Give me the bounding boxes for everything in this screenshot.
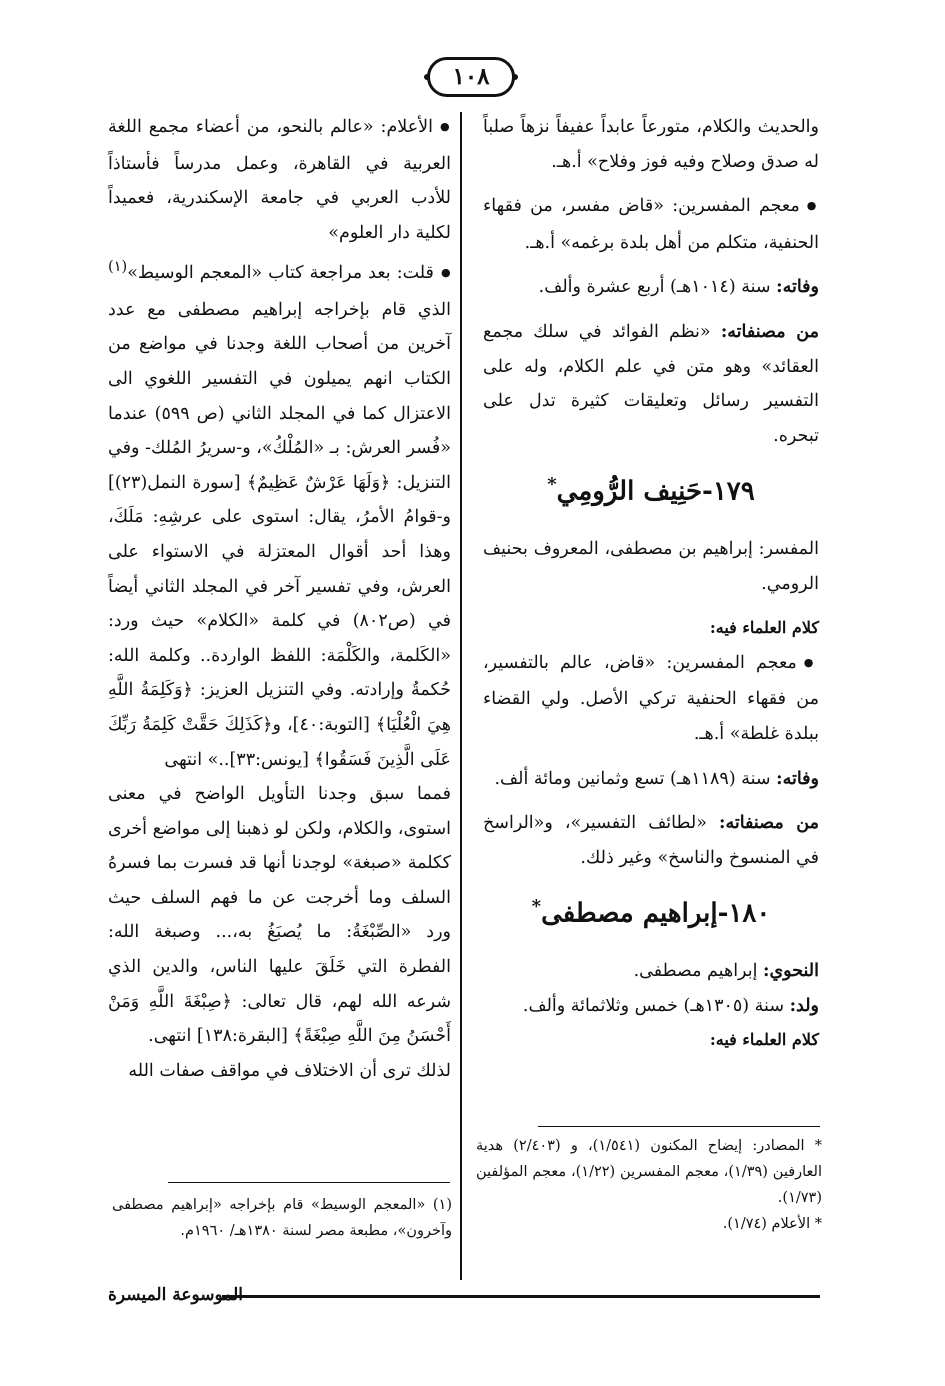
footnote-rule xyxy=(538,1126,820,1127)
paragraph xyxy=(483,806,819,875)
footnote: * الأعلام (١/٧٤). xyxy=(722,1216,822,1232)
footer-rule xyxy=(222,1295,820,1298)
footnotes xyxy=(112,1192,452,1244)
paragraph xyxy=(483,954,819,989)
entry-heading-180 xyxy=(483,887,819,934)
sources-footnotes xyxy=(476,1133,822,1237)
paragraph-text: سنة (١٣٠٥هـ) خمس وثلاثمائة وألف. xyxy=(522,995,790,1016)
paragraph-text: سنة (١٠١٤هـ) أربع عشرة وألف. xyxy=(538,277,777,298)
bullet-paragraph xyxy=(483,646,819,752)
source-marker: * xyxy=(531,896,542,918)
paragraph-text: «عالم بالنحو، من أعضاء مجمع اللغة العربية في القاهرة، وعمل مدرساً فأستاذاً للأدب العربي في جامعة الإسكندرية، فعميداً لكلية دار العلوم» xyxy=(108,117,451,243)
running-footer-title: الموسوعة الميسرة xyxy=(108,1285,244,1305)
paragraph-text: «قاض، عالم بالتفسير، من فقهاء الحنفية تركي الأصل. ولي القضاء ببلدة غلطة» أ.هـ. xyxy=(483,652,819,744)
paragraph-text: قلت: بعد مراجعة كتاب «المعجم الوسيط» xyxy=(127,263,434,284)
paragraph xyxy=(483,270,819,305)
paragraph: والحديث والكلام، متورعاً عابداً عفيفاً نزهاً صلباً له صدق وصلاح وفيه فوز وفلاح» أ.هـ. xyxy=(483,117,819,172)
paragraph-text: سنة (١١٨٩هـ) تسع وثمانين ومائة ألف. xyxy=(494,768,777,789)
section-label: كلام العلماء فيه: xyxy=(709,1030,819,1050)
bullet-paragraph xyxy=(108,110,451,250)
paragraph: المفسر: إبراهيم بن مصطفى، المعروف بحنيف الرومي. xyxy=(483,539,819,594)
paragraph: لذلك ترى أن الاختلاف في مواقف صفات الله xyxy=(128,1060,451,1081)
inline-label: من مصنفاته: xyxy=(720,321,819,342)
ornament-dot xyxy=(512,74,518,80)
bullet-paragraph xyxy=(108,250,451,777)
source-marker: * xyxy=(547,474,557,496)
inline-label: معجم المفسرين: xyxy=(666,652,797,673)
inline-label: ولد: xyxy=(789,995,819,1016)
left-column xyxy=(108,110,451,1088)
paragraph-text: «لطائف التفسير»، و«الراسخ في المنسوخ والناسخ» وغير ذلك. xyxy=(483,813,819,868)
heading-text: ١٧٩-حَنِيف الرُّومِي xyxy=(556,477,755,507)
page-number: ١٠٨ xyxy=(427,57,514,97)
inline-label: وفاته: xyxy=(776,277,819,298)
paragraph xyxy=(483,989,819,1024)
inline-label: الأعلام: xyxy=(380,117,434,137)
paragraph xyxy=(483,762,819,797)
right-column xyxy=(483,110,819,1058)
ornament-dot xyxy=(424,74,430,80)
column-divider xyxy=(460,112,462,1280)
paragraph-text: إبراهيم مصطفى. xyxy=(633,961,764,981)
page-number-frame xyxy=(418,57,524,97)
footnote: * المصادر: إيضاح المكنون (١/٥٤١)، و (٢/٤٠٣) هدية العارفين (١/٣٩)، معجم المفسرين (١/٢٢)، معجم المؤلفين (١/٧٣). xyxy=(476,1138,823,1206)
paragraph-text: الذي قام بإخراجه إبراهيم مصطفى مع عدد آخرين من أصحاب اللغة وجدنا في مواضع من الكتاب انهم يميلون في التفسير اللغوي الى الاعتزال كما في المجلد الثاني (ص ٥٩٩) عندما «فُسر العرش: بـ «المُلْكُ»، و-سريرُ المُلك- وفي التنزيل: ﴿وَلَهَا عَرْشٌ عَظِيمٌ﴾ [سورة النمل(٢٣)] و-قوامُ الأمرُ، يقال: استوى على عرشِهِ: مَلَكَ، وهذا أحد أقوال المعتزلة في الاستواء على العرش، وفي تفسير آخر في المجلد الثاني أيضاً في (ص٨٠٢) في كلمة «الكلام» حيث ورد: «الكَلمة، والكَلْمَة: اللفظ الواردة.. وكلمة الله: حُكمةُ وإرادته. وفي التنزيل العزيز: ﴿وَكَلِمَةُ اللَّهِ هِيَ الْعُلْيَا﴾ [التوبة:٤٠]، و﴿كَذَلِكَ حَقَّتْ كَلِمَةُ رَبِّكَ عَلَى الَّذِينَ فَسَقُوا﴾ [يونس:٣٣]..» انتهى xyxy=(108,299,452,770)
inline-label: من مصنفاته: xyxy=(718,813,820,834)
section-label: كلام العلماء فيه: xyxy=(709,618,819,638)
footnote: (١) «المعجم الوسيط» قام بإخراجه «إبراهيم مصطفى وآخرون»، مطبعة مصر لسنة ١٣٨٠هـ/ ١٩٦٠م. xyxy=(112,1197,452,1239)
entry-heading-179 xyxy=(483,465,819,512)
inline-label: وفاته: xyxy=(776,768,819,789)
paragraph-text: «نظم الفوائد في سلك مجمع العقائد» وهو متن في علم الكلام، وله على التفسير رسائل وتعليقات كثيرة تدل على تبحره. xyxy=(483,321,819,446)
heading-text: ١٨٠-إبراهيم مصطفى xyxy=(541,899,771,929)
footnote-ref: (١) xyxy=(108,258,128,276)
paragraph-text: «قاض مفسر، من فقهاء الحنفية، متكلم من أهل بلدة برغمه» أ.هـ. xyxy=(483,196,819,253)
paragraph xyxy=(483,315,819,453)
inline-label: النحوي: xyxy=(763,961,819,981)
paragraph: فمما سبق وجدنا التأويل الواضح في معنى استوى، والكلام، ولكن لو ذهبنا إلى مواضع أخرى ككلمة «صبغة» لوجدنا أنها قد فسرت بما فسرهُ السلف وما أخرجت عن ما فهم السلف حيث ورد «الصِّبْغَةُ: ما يُصبَغُ به،... وصبغة الله: الفطرة التي خَلَقَ عليها الناس، والدين الذي شرعه الله لهم، قال تعالى: ﴿صِبْغَةَ اللَّهِ وَمَنْ أَحْسَنُ مِنَ اللَّهِ صِبْغَةً﴾ [البقرة:١٣٨] انتهى. xyxy=(108,784,451,1047)
footnote-rule xyxy=(168,1182,450,1183)
inline-label: معجم المفسرين: xyxy=(672,196,800,217)
bullet-paragraph xyxy=(483,189,819,260)
